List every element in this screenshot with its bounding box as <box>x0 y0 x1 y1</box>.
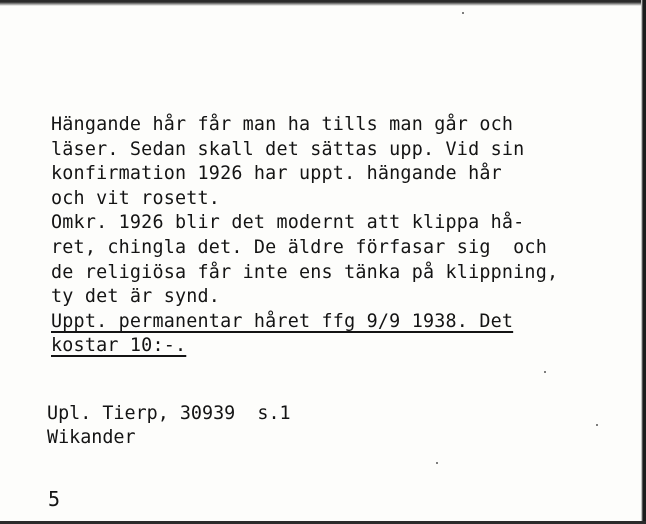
body-line: Hängande hår får man ha tills man går och <box>51 114 514 135</box>
collector-name: Wikander <box>47 427 136 448</box>
body-line: Omkr. 1926 blir det modernt att klippa hå- <box>51 212 525 234</box>
page-number: 5 <box>48 487 61 511</box>
body-line: och vit rosett. <box>51 187 221 209</box>
paper-speck <box>436 462 438 464</box>
underlined-body-line: kostar 10:-. <box>51 335 187 357</box>
card-right-edge <box>641 0 646 524</box>
card-top-edge <box>0 0 646 6</box>
body-line: läser. Sedan skall det sättas upp. Vid sin <box>51 138 525 160</box>
body-line: ret, chingla det. De äldre förfasar sig och <box>51 236 547 258</box>
paper-speck <box>462 12 464 14</box>
paper-speck <box>596 424 598 426</box>
underlined-body-line: Uppt. permanentar håret ffg 9/9 1938. Det <box>51 310 514 332</box>
body-line: konfirmation 1926 har uppt. hängande hår <box>51 163 502 185</box>
body-line: de religiösa får inte ens tänka på klippning, <box>51 261 559 283</box>
card-body-text <box>51 113 631 359</box>
place-reference: Upl. Tierp, 30939 s.1 <box>47 403 291 424</box>
body-line: ty det är synd. <box>51 286 221 308</box>
paper-speck <box>544 371 546 373</box>
